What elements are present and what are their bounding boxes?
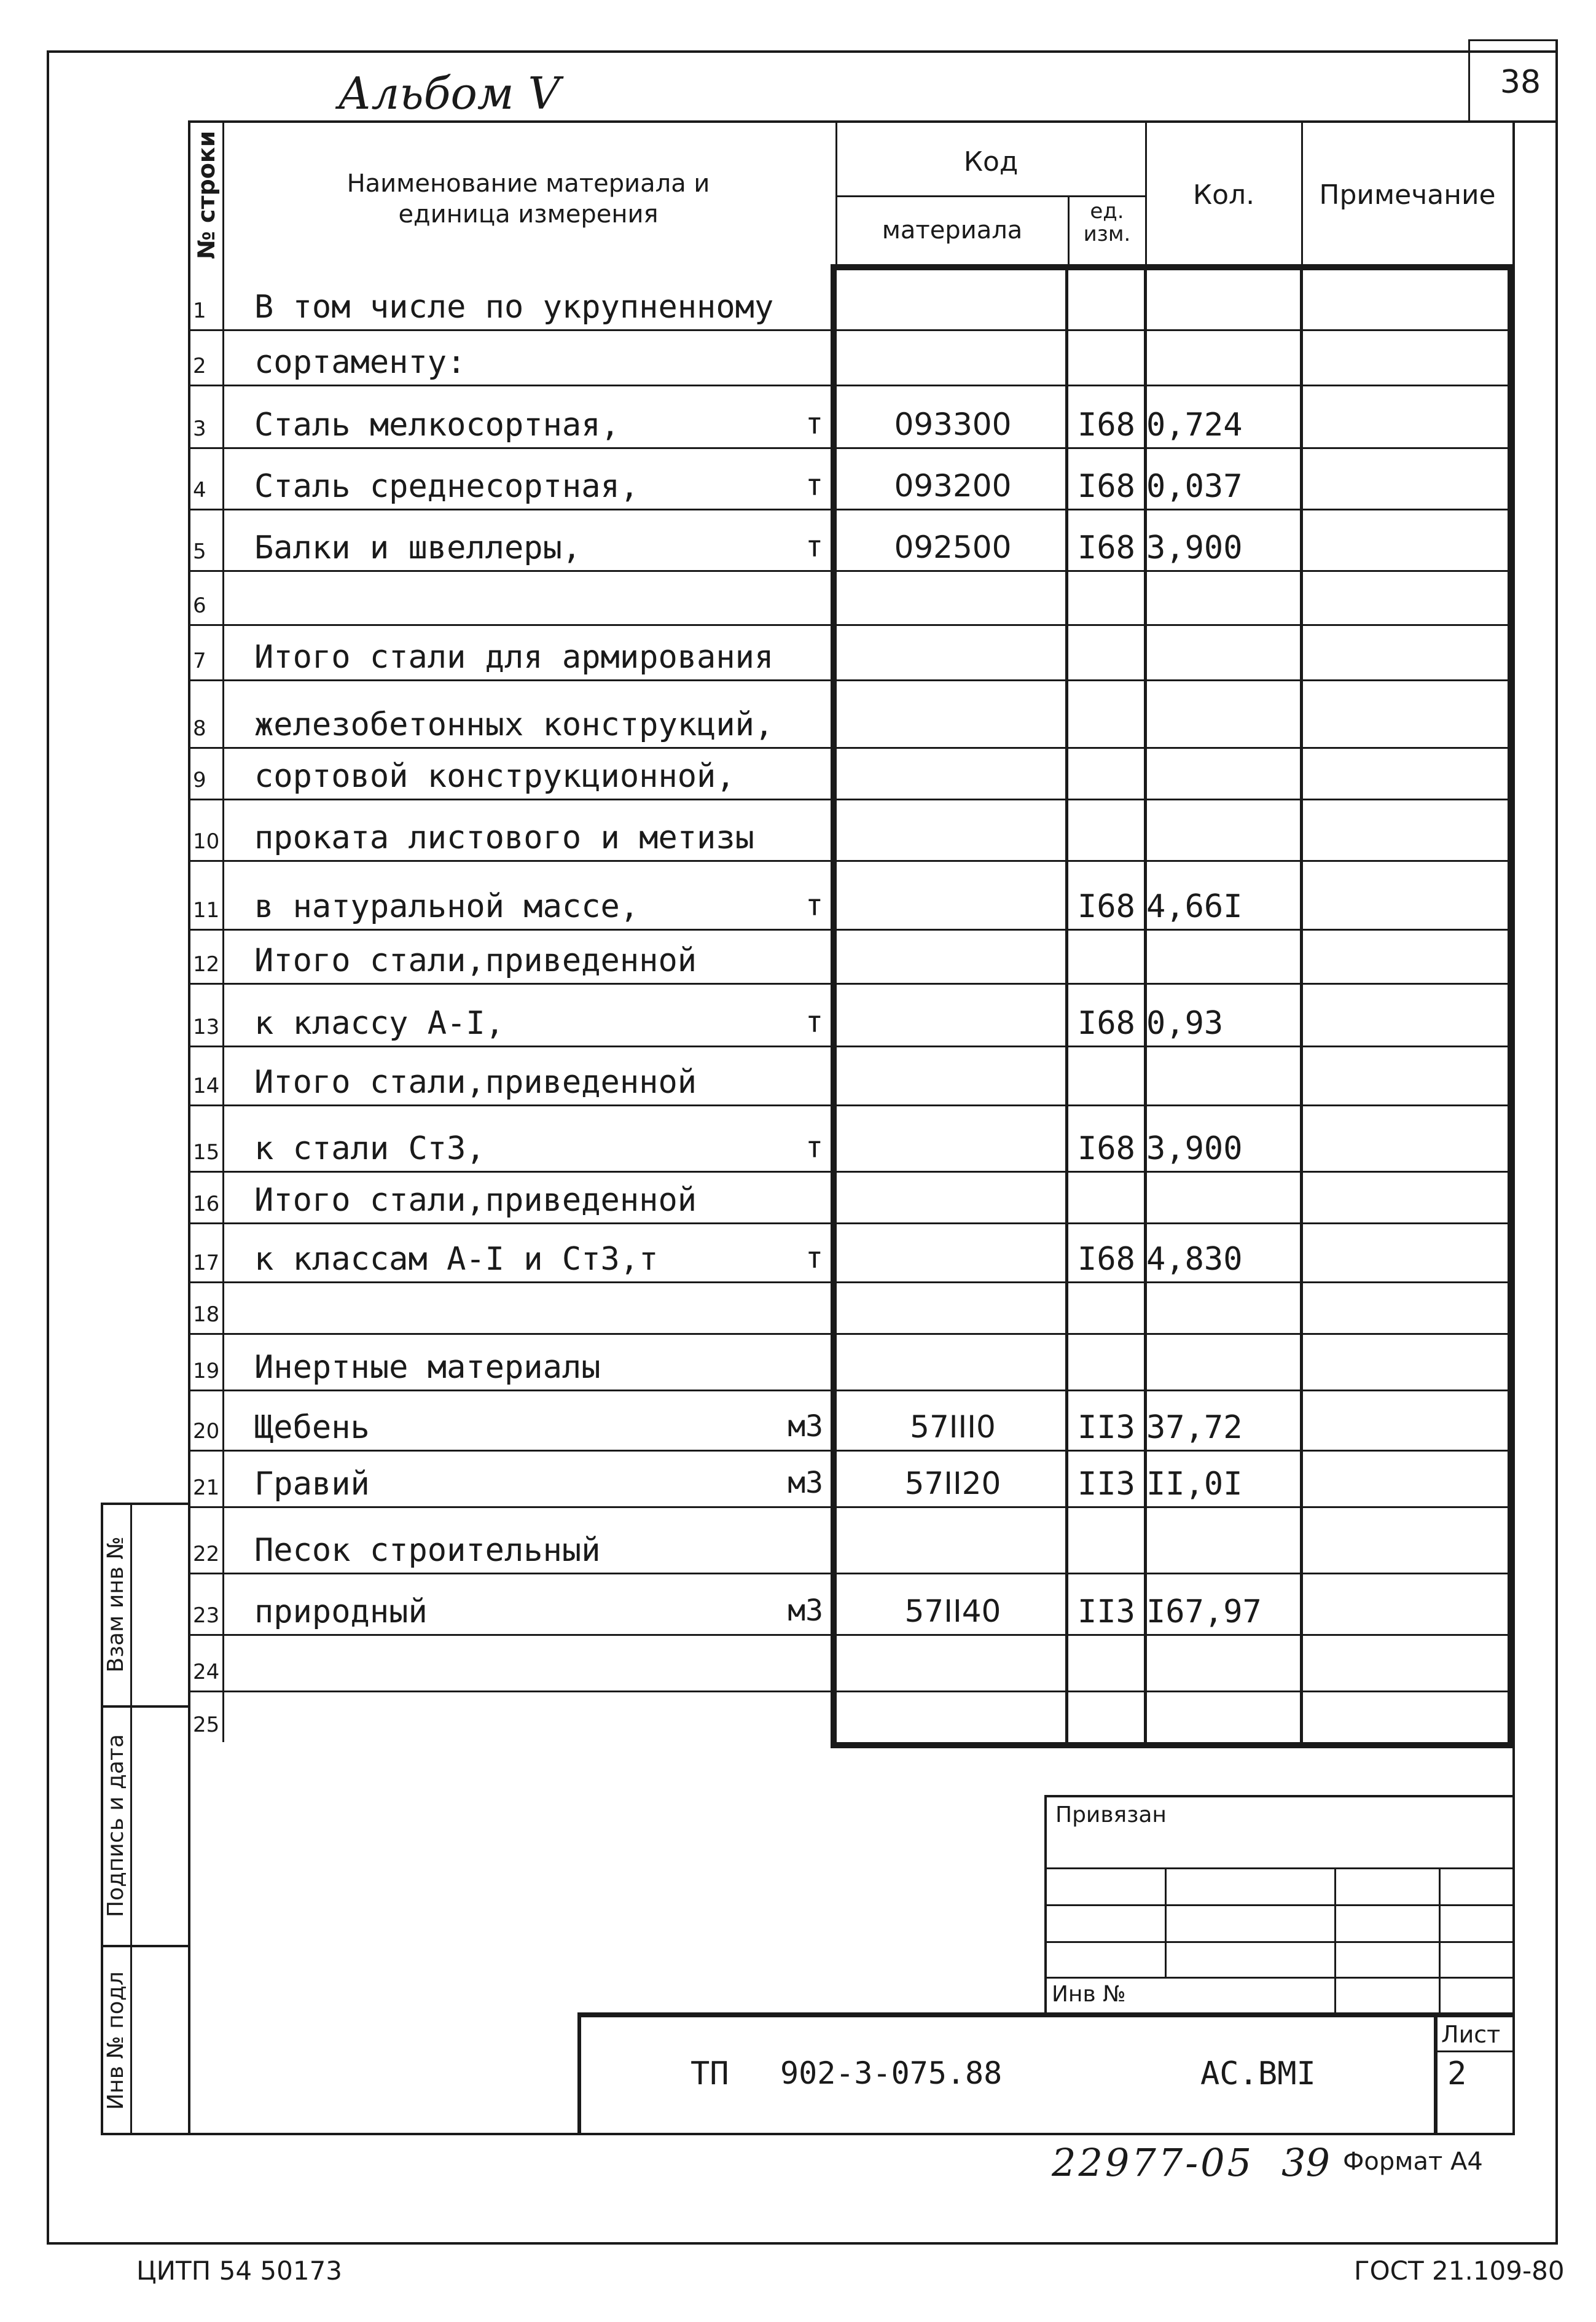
row-number: 16 <box>193 1192 220 1216</box>
quantity: 3,900 <box>1146 1130 1243 1167</box>
material-code: 57II40 <box>904 1593 1001 1629</box>
row-divider <box>188 1450 1515 1452</box>
material-name: Балки и швеллеры, <box>254 530 582 566</box>
side-label-vzam: Взам инв № <box>103 1536 128 1673</box>
row-number: 23 <box>193 1603 220 1628</box>
material-name: Сталь среднесортная, <box>254 468 640 505</box>
row-number: 25 <box>193 1713 220 1737</box>
material-name: Гравий <box>254 1466 370 1503</box>
footer-left-code: ЦИТП 54 50173 <box>136 2256 343 2286</box>
row-divider <box>188 799 1515 800</box>
material-code: 092500 <box>894 530 1012 565</box>
row-divider <box>188 1171 1515 1173</box>
unit-of-measure: т <box>805 530 823 564</box>
row-divider <box>188 624 1515 626</box>
unit-code: I68 <box>1078 1130 1135 1167</box>
material-name: к классу А-I, <box>254 1005 504 1042</box>
row-divider <box>188 447 1515 449</box>
material-name: проката листового и метизы <box>254 819 754 856</box>
row-divider <box>188 1691 1515 1692</box>
row-divider <box>188 929 1515 931</box>
material-name: сортаменту: <box>254 344 466 381</box>
unit-of-measure: т <box>805 407 823 441</box>
row-number: 18 <box>193 1302 220 1327</box>
header-code: Код <box>963 146 1019 178</box>
header-note: Примечание <box>1319 179 1496 211</box>
header-row-number: № строки <box>193 130 220 259</box>
material-name: Итого стали,приведенной <box>254 942 697 979</box>
row-number: 11 <box>193 898 220 923</box>
material-name: природный <box>254 1593 428 1630</box>
unit-of-measure: м3 <box>788 1409 823 1444</box>
quantity: 3,900 <box>1146 530 1243 566</box>
row-number: 8 <box>193 716 206 741</box>
quantity: 37,72 <box>1146 1409 1243 1446</box>
row-divider <box>188 1333 1515 1335</box>
row-number: 12 <box>193 952 220 977</box>
row-divider <box>188 1104 1515 1106</box>
quantity: 0,037 <box>1146 468 1243 505</box>
header-code-unit: ед. изм. <box>1083 199 1131 247</box>
order-number: 22977-05 <box>1052 2140 1254 2185</box>
row-number: 1 <box>193 299 206 323</box>
row-divider <box>188 1634 1515 1636</box>
material-name: Инертные материалы <box>254 1349 601 1386</box>
outer-frame-bottom <box>47 2242 1558 2245</box>
row-number: 19 <box>193 1359 220 1383</box>
stamp-doc-mark: АС.ВМI <box>1200 2055 1316 2092</box>
unit-code: II3 <box>1078 1409 1135 1446</box>
stamp-list-label: Лист <box>1441 2021 1501 2048</box>
row-number: 4 <box>193 478 206 502</box>
row-number: 7 <box>193 649 206 673</box>
row-number: 21 <box>193 1476 220 1500</box>
unit-of-measure: т <box>805 1130 823 1165</box>
material-name: Итого стали,приведенной <box>254 1182 697 1219</box>
row-divider <box>188 747 1515 749</box>
footer-gost: ГОСТ 21.109-80 <box>1354 2256 1565 2286</box>
row-number: 13 <box>193 1015 220 1039</box>
row-divider <box>188 679 1515 681</box>
quantity: I67,97 <box>1146 1593 1262 1630</box>
material-name: Сталь мелкосортная, <box>254 407 620 444</box>
row-number: 24 <box>193 1660 220 1684</box>
row-number: 3 <box>193 416 206 441</box>
unit-of-measure: т <box>805 1005 823 1039</box>
quantity: 4,830 <box>1146 1241 1243 1278</box>
side-label-inv-podl: Инв № подл <box>103 1971 128 2110</box>
row-divider <box>188 1281 1515 1283</box>
sheet-number: 39 <box>1281 2140 1330 2185</box>
row-divider <box>188 1506 1515 1508</box>
material-name: Щебень <box>254 1409 370 1446</box>
unit-code: II3 <box>1078 1466 1135 1503</box>
row-number: 2 <box>193 354 206 378</box>
unit-of-measure: т <box>805 468 823 502</box>
row-divider <box>188 329 1515 331</box>
unit-code: I68 <box>1078 407 1135 444</box>
format-label: Формат А4 <box>1343 2148 1483 2176</box>
row-number: 20 <box>193 1419 220 1444</box>
unit-code: I68 <box>1078 888 1135 925</box>
row-divider <box>188 1046 1515 1047</box>
stamp-privyazan: Привязан <box>1055 1802 1167 1828</box>
unit-code: I68 <box>1078 1241 1135 1278</box>
material-code: 57III0 <box>910 1409 996 1445</box>
row-number: 5 <box>193 539 206 564</box>
unit-code: II3 <box>1078 1593 1135 1630</box>
unit-of-measure: м3 <box>788 1466 823 1500</box>
material-code: 57II20 <box>904 1466 1001 1501</box>
stamp-inv-no: Инв № <box>1052 1982 1126 2007</box>
side-label-podpis: Подпись и дата <box>103 1734 128 1918</box>
material-code: 093300 <box>894 407 1012 442</box>
quantity: 0,724 <box>1146 407 1243 444</box>
row-number: 15 <box>193 1140 220 1165</box>
quantity: 4,66I <box>1146 888 1243 925</box>
header-name: Наименование материала и единица измерения <box>346 170 710 229</box>
header-qty: Кол. <box>1192 179 1255 211</box>
unit-of-measure: т <box>805 1241 823 1275</box>
outer-frame-top <box>47 50 1558 53</box>
material-name: В том числе по укрупненному <box>254 289 774 326</box>
row-number: 22 <box>193 1542 220 1566</box>
quantity: 0,93 <box>1146 1005 1224 1042</box>
row-number: 9 <box>193 768 206 792</box>
album-title: Альбом V <box>338 68 560 119</box>
stamp-list-number: 2 <box>1447 2055 1467 2092</box>
material-name: Итого стали,приведенной <box>254 1064 697 1101</box>
stamp-doc-code: 902-3-075.88 <box>780 2055 1003 2091</box>
row-divider <box>188 860 1515 862</box>
row-number: 14 <box>193 1074 220 1098</box>
outer-frame-right <box>1555 39 1558 2245</box>
header-code-material: материала <box>882 216 1023 244</box>
material-name: к стали Ст3, <box>254 1130 485 1167</box>
material-name: сортовой конструкционной, <box>254 758 735 795</box>
page-number: 38 <box>1500 64 1541 101</box>
row-number: 17 <box>193 1251 220 1275</box>
material-name: Итого стали для армирования <box>254 639 774 676</box>
material-name: к классам А-I и Ст3,т <box>254 1241 659 1278</box>
row-number: 10 <box>193 829 220 854</box>
material-name: Песок строительный <box>254 1532 601 1569</box>
material-code: 093200 <box>894 468 1012 504</box>
material-name: в натуральной массе, <box>254 888 640 925</box>
unit-code: I68 <box>1078 1005 1135 1042</box>
unit-of-measure: м3 <box>788 1593 823 1628</box>
row-divider <box>188 983 1515 985</box>
row-divider <box>188 509 1515 510</box>
row-divider <box>188 385 1515 386</box>
row-number: 6 <box>193 593 206 618</box>
row-divider <box>188 1222 1515 1224</box>
row-divider <box>188 1573 1515 1574</box>
unit-code: I68 <box>1078 530 1135 566</box>
unit-code: I68 <box>1078 468 1135 505</box>
stamp-doc-tp: ТП <box>690 2055 729 2092</box>
material-name: железобетонных конструкций, <box>254 706 774 743</box>
unit-of-measure: т <box>805 888 823 923</box>
row-divider <box>188 570 1515 572</box>
row-divider <box>188 1390 1515 1391</box>
quantity: II,0I <box>1146 1466 1243 1503</box>
outer-frame-left <box>47 50 49 2243</box>
